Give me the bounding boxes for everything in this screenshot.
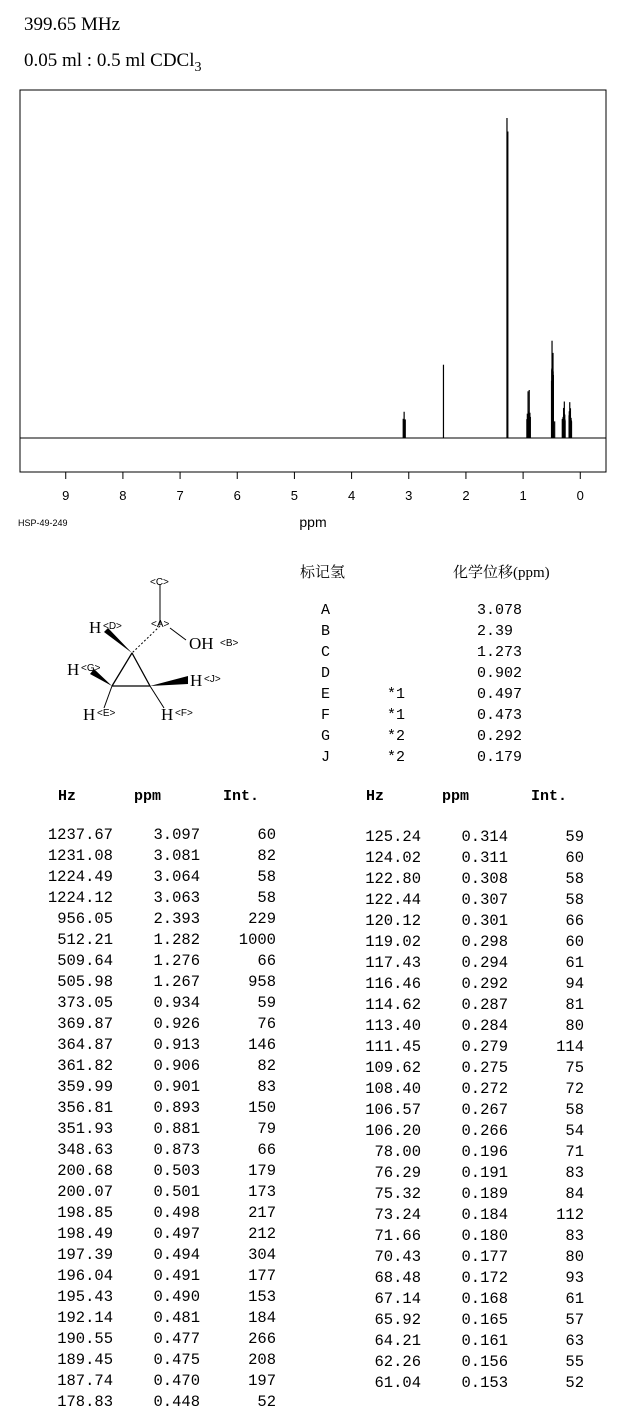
cell-int: 153 [248,1288,276,1306]
nmr-spectrum-chart [0,0,626,540]
x-tick-label: 2 [462,488,470,503]
cell-hz: 1231.08 [47,847,113,865]
cell-ppm: 1.267 [153,973,200,991]
cell-hz: 109.62 [365,1059,421,1077]
spectrum-peaks [403,118,571,438]
x-tick-label: 3 [405,488,413,503]
cell-ppm: 0.189 [461,1185,508,1203]
cell-int: 173 [248,1183,276,1201]
assignment-label: C [321,644,331,661]
cell-int: 59 [257,994,276,1012]
cell-int: 63 [565,1332,584,1350]
cell-int: 212 [248,1225,276,1243]
cell-hz: 106.20 [365,1122,421,1140]
cell-int: 304 [248,1246,276,1264]
cell-hz: 78.00 [374,1143,421,1161]
cell-ppm: 3.081 [153,847,200,865]
cell-int: 66 [257,952,276,970]
assignment-label: B [321,623,331,640]
cell-int: 83 [565,1164,584,1182]
cell-hz: 198.49 [57,1225,113,1243]
assignment-label: G [321,728,331,745]
cell-ppm: 0.301 [461,912,508,930]
cell-int: 54 [565,1122,584,1140]
cell-hz: 1224.49 [47,868,113,886]
cell-int: 82 [257,1057,276,1075]
col-int-header: Int. [223,788,260,805]
x-tick-label: 1 [519,488,527,503]
cell-int: 197 [248,1372,276,1390]
cell-int: 71 [565,1143,584,1161]
cell-int: 61 [565,1290,584,1308]
cell-hz: 108.40 [365,1080,421,1098]
cell-int: 114 [556,1038,584,1056]
cell-ppm: 0.906 [153,1057,200,1075]
cell-hz: 125.24 [365,828,421,846]
cell-int: 76 [257,1015,276,1033]
cell-hz: 70.43 [374,1248,421,1266]
cell-int: 266 [248,1330,276,1348]
cell-ppm: 0.926 [153,1015,200,1033]
cell-ppm: 0.279 [461,1038,508,1056]
cell-int: 58 [565,1101,584,1119]
cell-ppm: 0.448 [153,1393,200,1411]
cell-ppm: 0.165 [461,1311,508,1329]
cell-int: 59 [565,828,584,846]
cell-hz: 1224.12 [47,889,113,907]
cell-ppm: 0.191 [461,1164,508,1182]
label-d: <D> [103,621,122,632]
cell-hz: 71.66 [374,1227,421,1245]
cell-hz: 75.32 [374,1185,421,1203]
label-c: <C> [150,577,169,588]
cell-int: 1000 [238,931,276,949]
cell-hz: 189.45 [57,1351,113,1369]
cell-int: 150 [248,1099,276,1117]
cell-hz: 116.46 [365,975,421,993]
cell-int: 55 [565,1353,584,1371]
cell-hz: 120.12 [365,912,421,930]
cell-int: 94 [565,975,584,993]
wedge-j [150,676,188,686]
cell-int: 80 [565,1017,584,1035]
assignment-shift: 0.179 [477,749,523,766]
cell-hz: 356.81 [57,1099,113,1117]
cell-int: 57 [565,1311,584,1329]
cell-ppm: 0.477 [153,1330,200,1348]
cell-int: 52 [565,1374,584,1392]
label-a: <A> [151,619,170,630]
assignment-note: *2 [387,749,406,766]
cell-ppm: 0.168 [461,1290,508,1308]
label-b: <B> [220,638,239,649]
cell-int: 58 [565,891,584,909]
cell-int: 58 [257,868,276,886]
assignment-label: F [321,707,331,724]
assignment-shift: 0.292 [477,728,523,745]
cell-hz: 200.68 [57,1162,113,1180]
cell-int: 60 [565,933,584,951]
cell-ppm: 0.470 [153,1372,200,1390]
col-int-header-right: Int. [531,788,568,805]
cell-hz: 65.92 [374,1311,421,1329]
cell-ppm: 0.266 [461,1122,508,1140]
col-ppm-header-right: ppm [442,788,470,805]
label-e: <E> [97,708,116,719]
cell-ppm: 0.901 [153,1078,200,1096]
col-ppm-header: ppm [134,788,162,805]
x-tick-label: 5 [290,488,299,503]
cell-hz: 1237.67 [47,826,113,844]
assignment-label: E [321,686,331,703]
cell-int: 79 [257,1120,276,1138]
cell-hz: 117.43 [365,954,421,972]
cell-int: 84 [565,1185,584,1203]
cell-ppm: 3.097 [153,826,200,844]
cell-hz: 122.44 [365,891,421,909]
label-h-d: H [89,618,102,637]
solvent-subscript: 3 [194,59,202,75]
label-f: <F> [175,708,193,719]
cell-hz: 64.21 [374,1332,421,1350]
cell-int: 52 [257,1393,276,1411]
cell-ppm: 2.393 [153,910,200,928]
cell-int: 60 [257,826,276,844]
cell-int: 184 [248,1309,276,1327]
cell-ppm: 3.063 [153,889,200,907]
cell-ppm: 0.156 [461,1353,508,1371]
plot-frame [20,90,606,472]
cell-hz: 198.85 [57,1204,113,1222]
cell-ppm: 0.873 [153,1141,200,1159]
cell-int: 60 [565,849,584,867]
cell-ppm: 1.276 [153,952,200,970]
cell-ppm: 0.494 [153,1246,200,1264]
cell-int: 112 [556,1206,584,1224]
cell-ppm: 0.481 [153,1309,200,1327]
cell-hz: 73.24 [374,1206,421,1224]
cell-hz: 124.02 [365,849,421,867]
cell-int: 179 [248,1162,276,1180]
cell-int: 82 [257,847,276,865]
col-hz-header: Hz [58,788,77,805]
assignment-header-shift: 化学位移(ppm) [453,565,550,581]
assignment-shift: 0.497 [477,686,523,703]
cell-ppm: 0.893 [153,1099,200,1117]
cell-hz: 111.45 [365,1038,421,1056]
cell-hz: 348.63 [57,1141,113,1159]
label-g: <G> [81,663,101,674]
cell-ppm: 0.267 [461,1101,508,1119]
cell-ppm: 0.292 [461,975,508,993]
cell-ppm: 0.272 [461,1080,508,1098]
cell-hz: 505.98 [57,973,113,991]
cell-int: 80 [565,1248,584,1266]
cell-ppm: 0.311 [461,849,508,867]
spectrum-code: HSP-49-249 [18,518,68,528]
cell-ppm: 0.491 [153,1267,200,1285]
label-h-f: H [161,705,174,724]
cell-hz: 119.02 [365,933,421,951]
cell-ppm: 0.503 [153,1162,200,1180]
cell-int: 58 [565,870,584,888]
cell-ppm: 0.934 [153,994,200,1012]
cell-hz: 187.74 [57,1372,113,1390]
assignment-shift: 3.078 [477,602,523,619]
cell-hz: 351.93 [57,1120,113,1138]
cell-int: 61 [565,954,584,972]
cell-hz: 512.21 [57,931,113,949]
assignment-label: A [321,602,331,619]
cell-ppm: 0.180 [461,1227,508,1245]
cell-hz: 373.05 [57,994,113,1012]
cell-int: 217 [248,1204,276,1222]
label-h-g: H [67,660,80,679]
cell-ppm: 0.913 [153,1036,200,1054]
cell-int: 81 [565,996,584,1014]
cell-hz: 192.14 [57,1309,113,1327]
cell-int: 75 [565,1059,584,1077]
cell-int: 83 [565,1227,584,1245]
cell-int: 146 [248,1036,276,1054]
bond-a-oh [170,628,186,640]
cell-int: 93 [565,1269,584,1287]
col-hz-header-right: Hz [366,788,385,805]
bond-e [104,686,112,708]
cell-hz: 68.48 [374,1269,421,1287]
assignment-label: D [321,665,331,682]
cell-hz: 364.87 [57,1036,113,1054]
x-tick-label: 7 [176,488,184,503]
cell-hz: 178.83 [57,1393,113,1411]
ring-bond-2 [132,653,150,686]
cell-ppm: 0.294 [461,954,508,972]
cell-ppm: 0.314 [461,828,508,846]
cell-int: 66 [257,1141,276,1159]
cell-hz: 113.40 [365,1017,421,1035]
cell-ppm: 0.275 [461,1059,508,1077]
cell-ppm: 0.196 [461,1143,508,1161]
assignment-shift: 2.39 [477,623,514,640]
cell-hz: 359.99 [57,1078,113,1096]
cell-hz: 361.82 [57,1057,113,1075]
cell-ppm: 0.498 [153,1204,200,1222]
cell-int: 229 [248,910,276,928]
x-axis-label: ppm [299,514,327,530]
cell-hz: 114.62 [365,996,421,1014]
cell-hz: 61.04 [374,1374,421,1392]
cell-int: 66 [565,912,584,930]
cell-ppm: 0.287 [461,996,508,1014]
cell-hz: 197.39 [57,1246,113,1264]
cell-ppm: 0.308 [461,870,508,888]
assignment-note: *2 [387,728,406,745]
label-h-j: H [190,671,203,690]
cell-hz: 196.04 [57,1267,113,1285]
cell-int: 83 [257,1078,276,1096]
cell-hz: 67.14 [374,1290,421,1308]
cell-ppm: 3.064 [153,868,200,886]
cell-ppm: 0.177 [461,1248,508,1266]
cell-int: 208 [248,1351,276,1369]
label-h-e: H [83,705,96,724]
cell-ppm: 0.161 [461,1332,508,1350]
cell-int: 58 [257,889,276,907]
cell-ppm: 0.307 [461,891,508,909]
spectrometer-frequency: 399.65 MHz [24,14,121,35]
cell-ppm: 0.298 [461,933,508,951]
x-tick-label: 6 [233,488,241,503]
assignment-note: *1 [387,686,406,703]
cell-hz: 509.64 [57,952,113,970]
bond-a-ring [132,626,160,653]
cell-ppm: 0.172 [461,1269,508,1287]
cell-int: 177 [248,1267,276,1285]
assignment-shift: 0.473 [477,707,523,724]
cell-int: 958 [248,973,276,991]
cell-hz: 62.26 [374,1353,421,1371]
cell-ppm: 0.184 [461,1206,508,1224]
cell-hz: 369.87 [57,1015,113,1033]
cell-ppm: 0.881 [153,1120,200,1138]
cell-ppm: 0.475 [153,1351,200,1369]
cell-ppm: 0.284 [461,1017,508,1035]
cell-int: 72 [565,1080,584,1098]
cell-hz: 195.43 [57,1288,113,1306]
ring-bond-1 [112,653,132,686]
assignment-shift: 1.273 [477,644,523,661]
x-tick-label: 4 [347,488,356,503]
solvent-text: 0.05 ml : 0.5 ml CDCl [24,50,195,71]
cell-hz: 956.05 [57,910,113,928]
assignment-label: J [321,749,331,766]
x-axis-ticks [62,472,584,503]
cell-hz: 106.57 [365,1101,421,1119]
cell-ppm: 0.153 [461,1374,508,1392]
cell-ppm: 0.501 [153,1183,200,1201]
cell-ppm: 0.490 [153,1288,200,1306]
cell-hz: 76.29 [374,1164,421,1182]
cell-hz: 200.07 [57,1183,113,1201]
x-tick-label: 0 [576,488,584,503]
x-tick-label: 9 [62,488,70,503]
cell-ppm: 0.497 [153,1225,200,1243]
assignment-shift: 0.902 [477,665,523,682]
assignment-header-label: 标记氢 [300,565,346,581]
cell-ppm: 1.282 [153,931,200,949]
label-oh: OH [189,634,214,653]
label-j: <J> [204,674,221,685]
cell-hz: 190.55 [57,1330,113,1348]
x-tick-label: 8 [119,488,127,503]
assignment-note: *1 [387,707,406,724]
cell-hz: 122.80 [365,870,421,888]
